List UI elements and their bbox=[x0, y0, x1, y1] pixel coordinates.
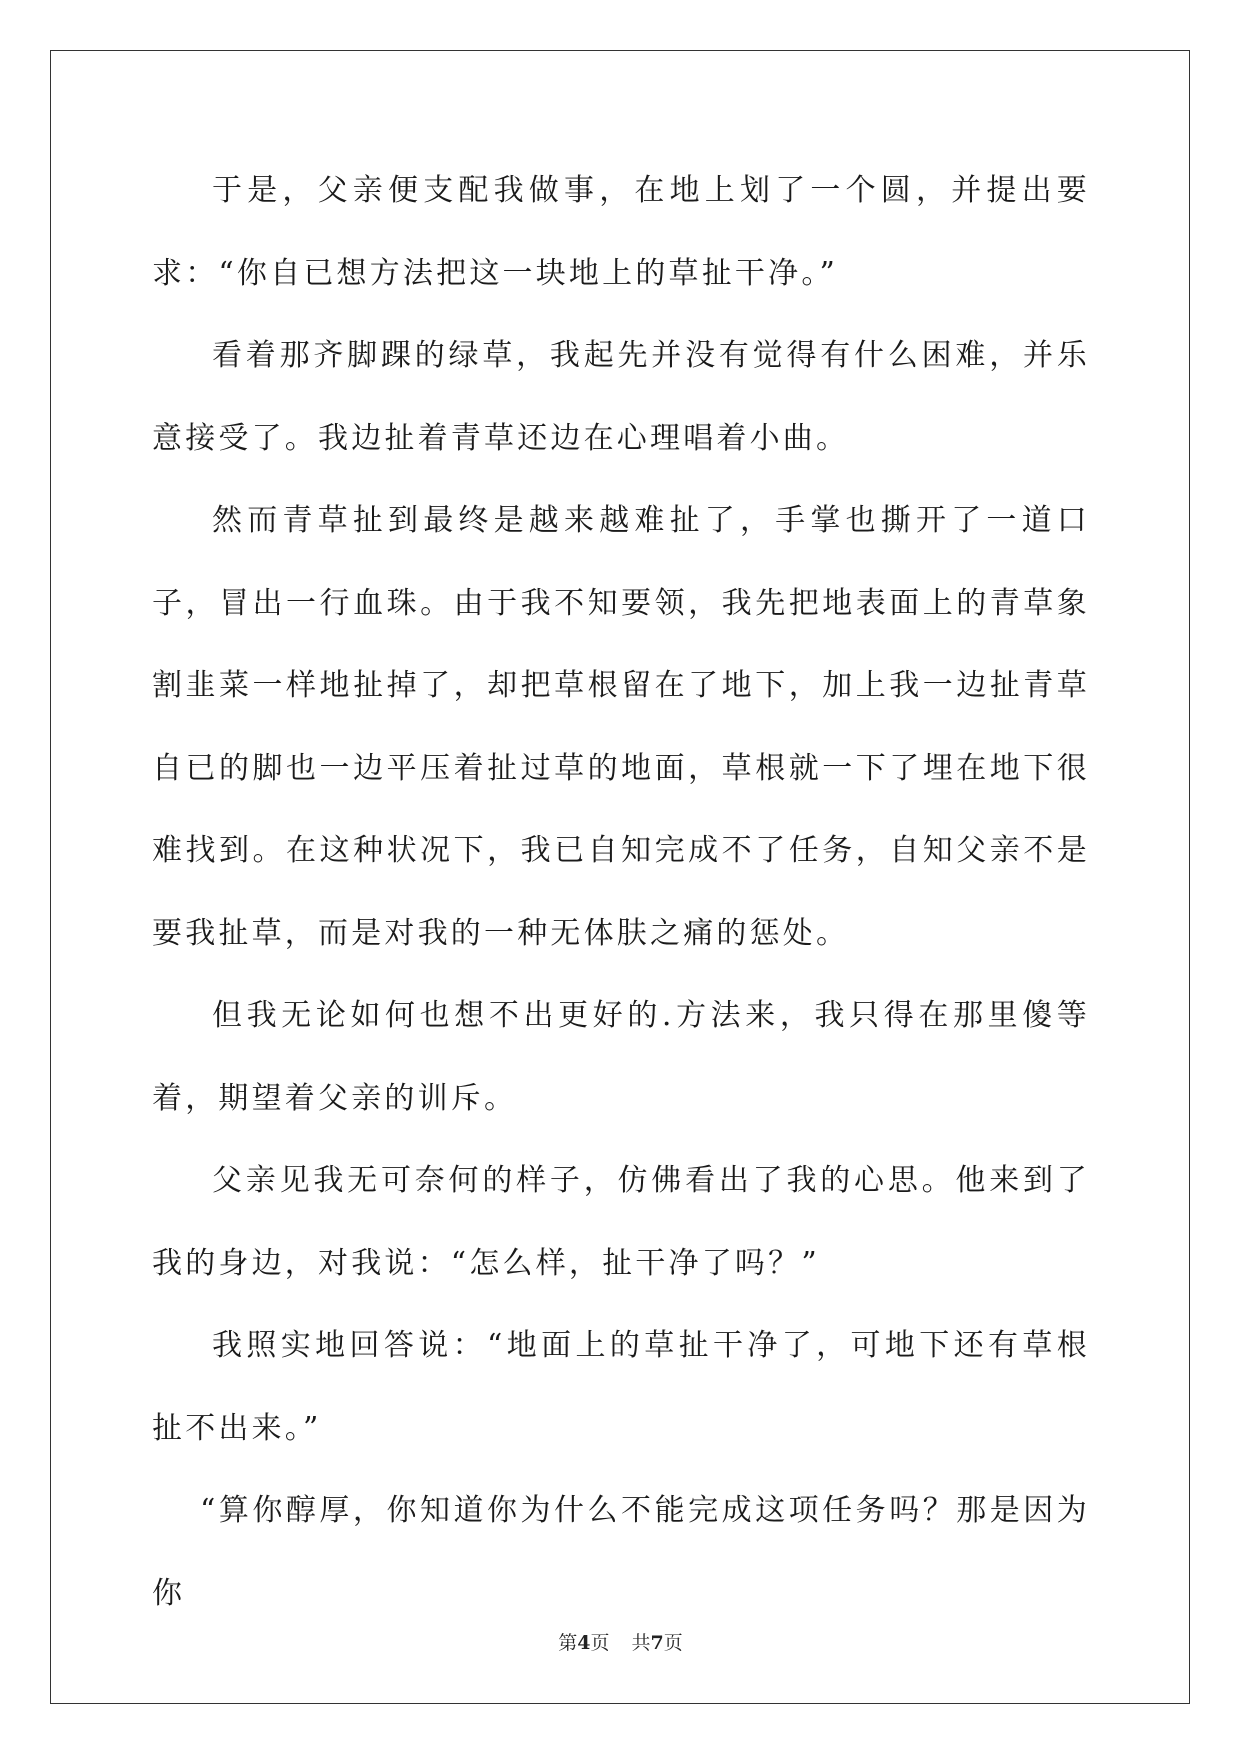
page-suffix: 页 bbox=[590, 1632, 610, 1654]
total-suffix: 页 bbox=[663, 1632, 683, 1654]
current-page-number: 4 bbox=[577, 1632, 591, 1654]
paragraph-3: 然而青草扯到最终是越来越难扯了，手掌也撕开了一道口子，冒出一行血珠。由于我不知要领，我先把地表面上的青草象割韭菜一样地扯掉了，却把草根留在了地下，加上我一边扯青草自已的脚也一边平压着扯过草的地面，草根就一下了埋在地下很难找到。在这种状况下，我已自知完成不了任务，自知父亲不是要我扯草，而是对我的一种无体肤之痛的惩处。 bbox=[152, 503, 1090, 951]
paragraph-5: 父亲见我无可奈何的样子，仿佛看出了我的心思。他来到了我的身边，对我说：“怎么样，扯干净了吗？” bbox=[152, 1163, 1090, 1281]
page-footer bbox=[0, 1628, 1241, 1655]
page-prefix: 第 bbox=[558, 1632, 578, 1654]
paragraph-7: “算你醇厚，你知道你为什么不能完成这项任务吗？那是因为你 bbox=[152, 1493, 1090, 1611]
paragraph-4: 但我无论如何也想不出更好的.方法来，我只得在那里傻等着，期望着父亲的训斥。 bbox=[152, 998, 1090, 1116]
document-body bbox=[152, 150, 1090, 1635]
total-prefix: 共 bbox=[631, 1632, 651, 1654]
paragraph-6: 我照实地回答说：“地面上的草扯干净了，可地下还有草根扯不出来。” bbox=[152, 1328, 1090, 1446]
paragraph-1: 于是，父亲便支配我做事，在地上划了一个圆，并提出要求：“你自已想方法把这一块地上的草扯干净。” bbox=[152, 173, 1090, 291]
total-page-number: 7 bbox=[650, 1632, 664, 1654]
paragraph-2: 看着那齐脚踝的绿草，我起先并没有觉得有什么困难，并乐意接受了。我边扯着青草还边在心理唱着小曲。 bbox=[152, 338, 1090, 456]
